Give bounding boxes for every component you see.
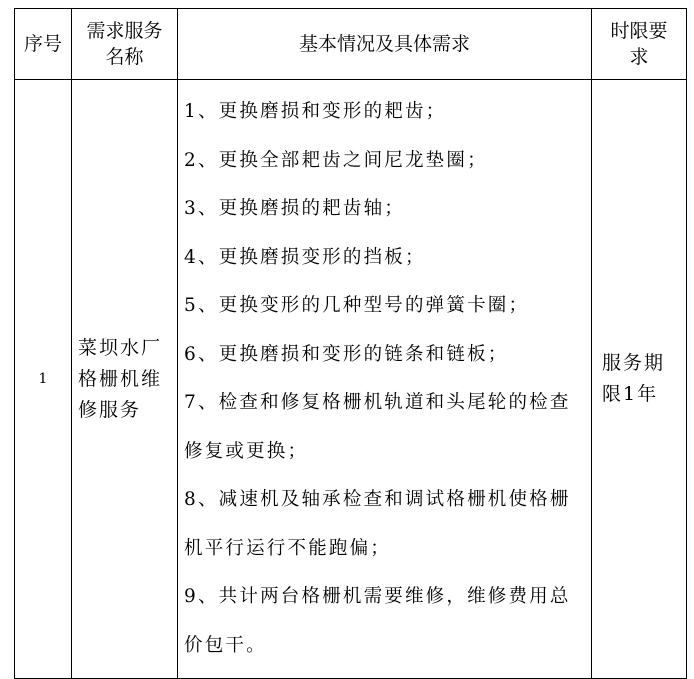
requirement-item: 8、减速机及轴承检查和调试格栅机使格栅机平行运行不能跑偏；: [184, 489, 571, 559]
row-time-limit: 服务期限1年: [592, 80, 687, 679]
header-requirements: 基本情况及具体需求: [178, 9, 592, 80]
requirement-item: 1、更换磨损和变形的耙齿；: [184, 101, 447, 122]
requirements-table: [14, 8, 687, 679]
requirement-item: 9、共计两台格栅机需要维修，维修费用总价包干。: [184, 586, 571, 656]
requirement-item: 6、更换磨损和变形的链条和链板；: [184, 343, 509, 365]
header-service-name: 需求服务名称: [72, 9, 178, 80]
row-requirements: [178, 80, 592, 679]
row-service-name: 菜坝水厂格栅机维修服务: [72, 80, 178, 679]
header-time-limit: 时限要求: [592, 9, 687, 80]
requirement-item: 4、更换磨损变形的挡板；: [184, 246, 426, 268]
requirement-item: 3、更换磨损的耙齿轴；: [184, 198, 405, 219]
header-seq: 序号: [15, 9, 72, 80]
requirement-item: 2、更换全部耙齿之间尼龙垫圈；: [184, 149, 488, 171]
table-row: [15, 80, 687, 679]
header-row: [15, 9, 687, 80]
row-seq: 1: [15, 80, 72, 679]
requirement-item: 5、更换变形的几种型号的弹簧卡圈；: [184, 295, 530, 316]
requirement-item: 7、检查和修复格栅机轨道和头尾轮的检查修复或更换；: [184, 392, 571, 462]
